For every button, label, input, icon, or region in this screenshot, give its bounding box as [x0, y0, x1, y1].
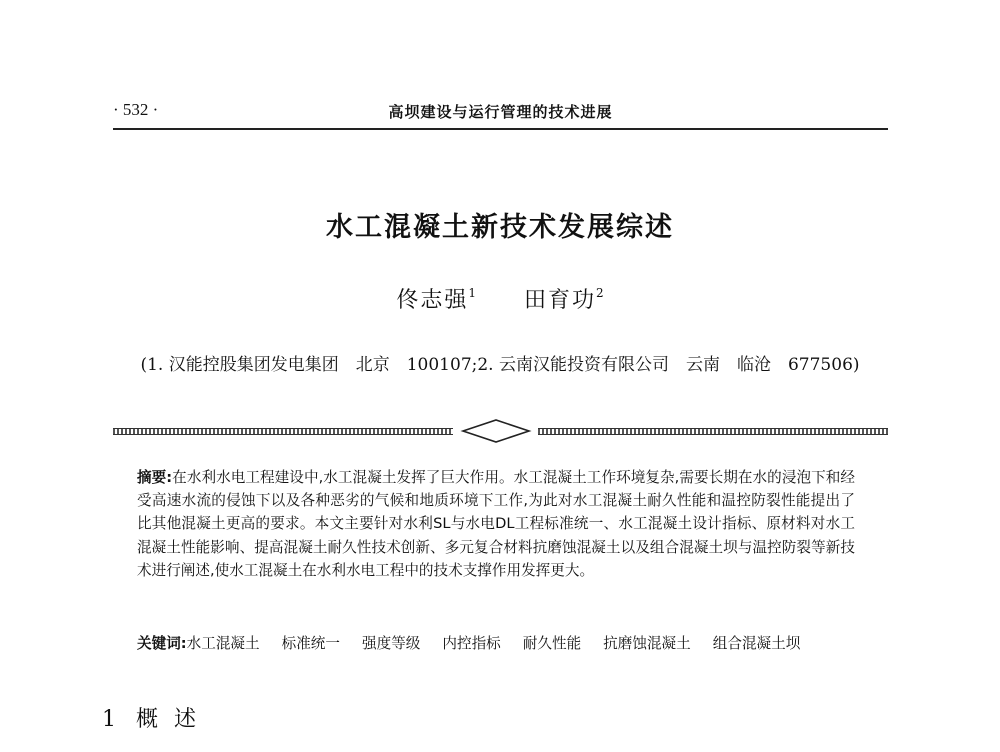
abstract-text: 在水利水电工程建设中,水工混凝土发挥了巨大作用。水工混凝土工作环境复杂,需要长期在水的浸泡下和经受高速水流的侵蚀下以及各种恶劣的气候和地质环境下工作,为此对水工混凝土耐久性能和温控防裂性能提出了比其他混凝土更高的要求。本文主要针对水利SL与水电DL工程标准统一、水工混凝土设计指标、原材料对水工混凝土性能影响、提高混凝土耐久性技术创新、多元复合材料抗磨蚀混凝土以及组合混凝土坝与温控防裂等新技术进行阐述,使水工混凝土在水利水电工程中的技术支撑作用发挥更大。 — [137, 469, 855, 579]
section-divider — [113, 416, 888, 446]
keyword: 耐久性能 — [522, 635, 582, 652]
abstract-label: 摘要: — [137, 469, 173, 486]
keyword: 内控指标 — [442, 635, 501, 652]
divider-rule-left — [113, 428, 453, 435]
page-header — [113, 92, 888, 130]
author-list — [0, 283, 1000, 314]
abstract — [137, 466, 855, 582]
author-affiliation-mark: 1 — [468, 286, 476, 300]
page-number: · 532 · — [113, 100, 159, 119]
keyword: 标准统一 — [281, 635, 340, 652]
author-name: 田育功 — [524, 288, 597, 313]
section-title: 概述 — [136, 707, 213, 732]
section-number: 1 — [102, 707, 116, 732]
paper-title: 水工混凝土新技术发展综述 — [326, 212, 674, 243]
keyword: 组合混凝土坝 — [712, 635, 801, 652]
author-name: 佟志强 — [396, 288, 469, 313]
diamond-ornament-icon — [459, 416, 533, 446]
affiliation: (1. 汉能控股集团发电集团 北京 100107;2. 云南汉能投资有限公司 云南 临沧 677506) — [140, 355, 860, 375]
journal-title: 高坝建设与运行管理的技术进展 — [388, 103, 613, 121]
divider-rule-right — [538, 428, 888, 435]
keyword: 强度等级 — [362, 635, 421, 652]
keywords — [137, 632, 855, 656]
author-affiliation-mark: 2 — [596, 286, 604, 300]
keyword: 水工混凝土 — [186, 635, 260, 652]
keywords-label: 关键词: — [137, 635, 187, 652]
section-heading — [102, 702, 212, 733]
keyword: 抗磨蚀混凝土 — [603, 635, 691, 652]
